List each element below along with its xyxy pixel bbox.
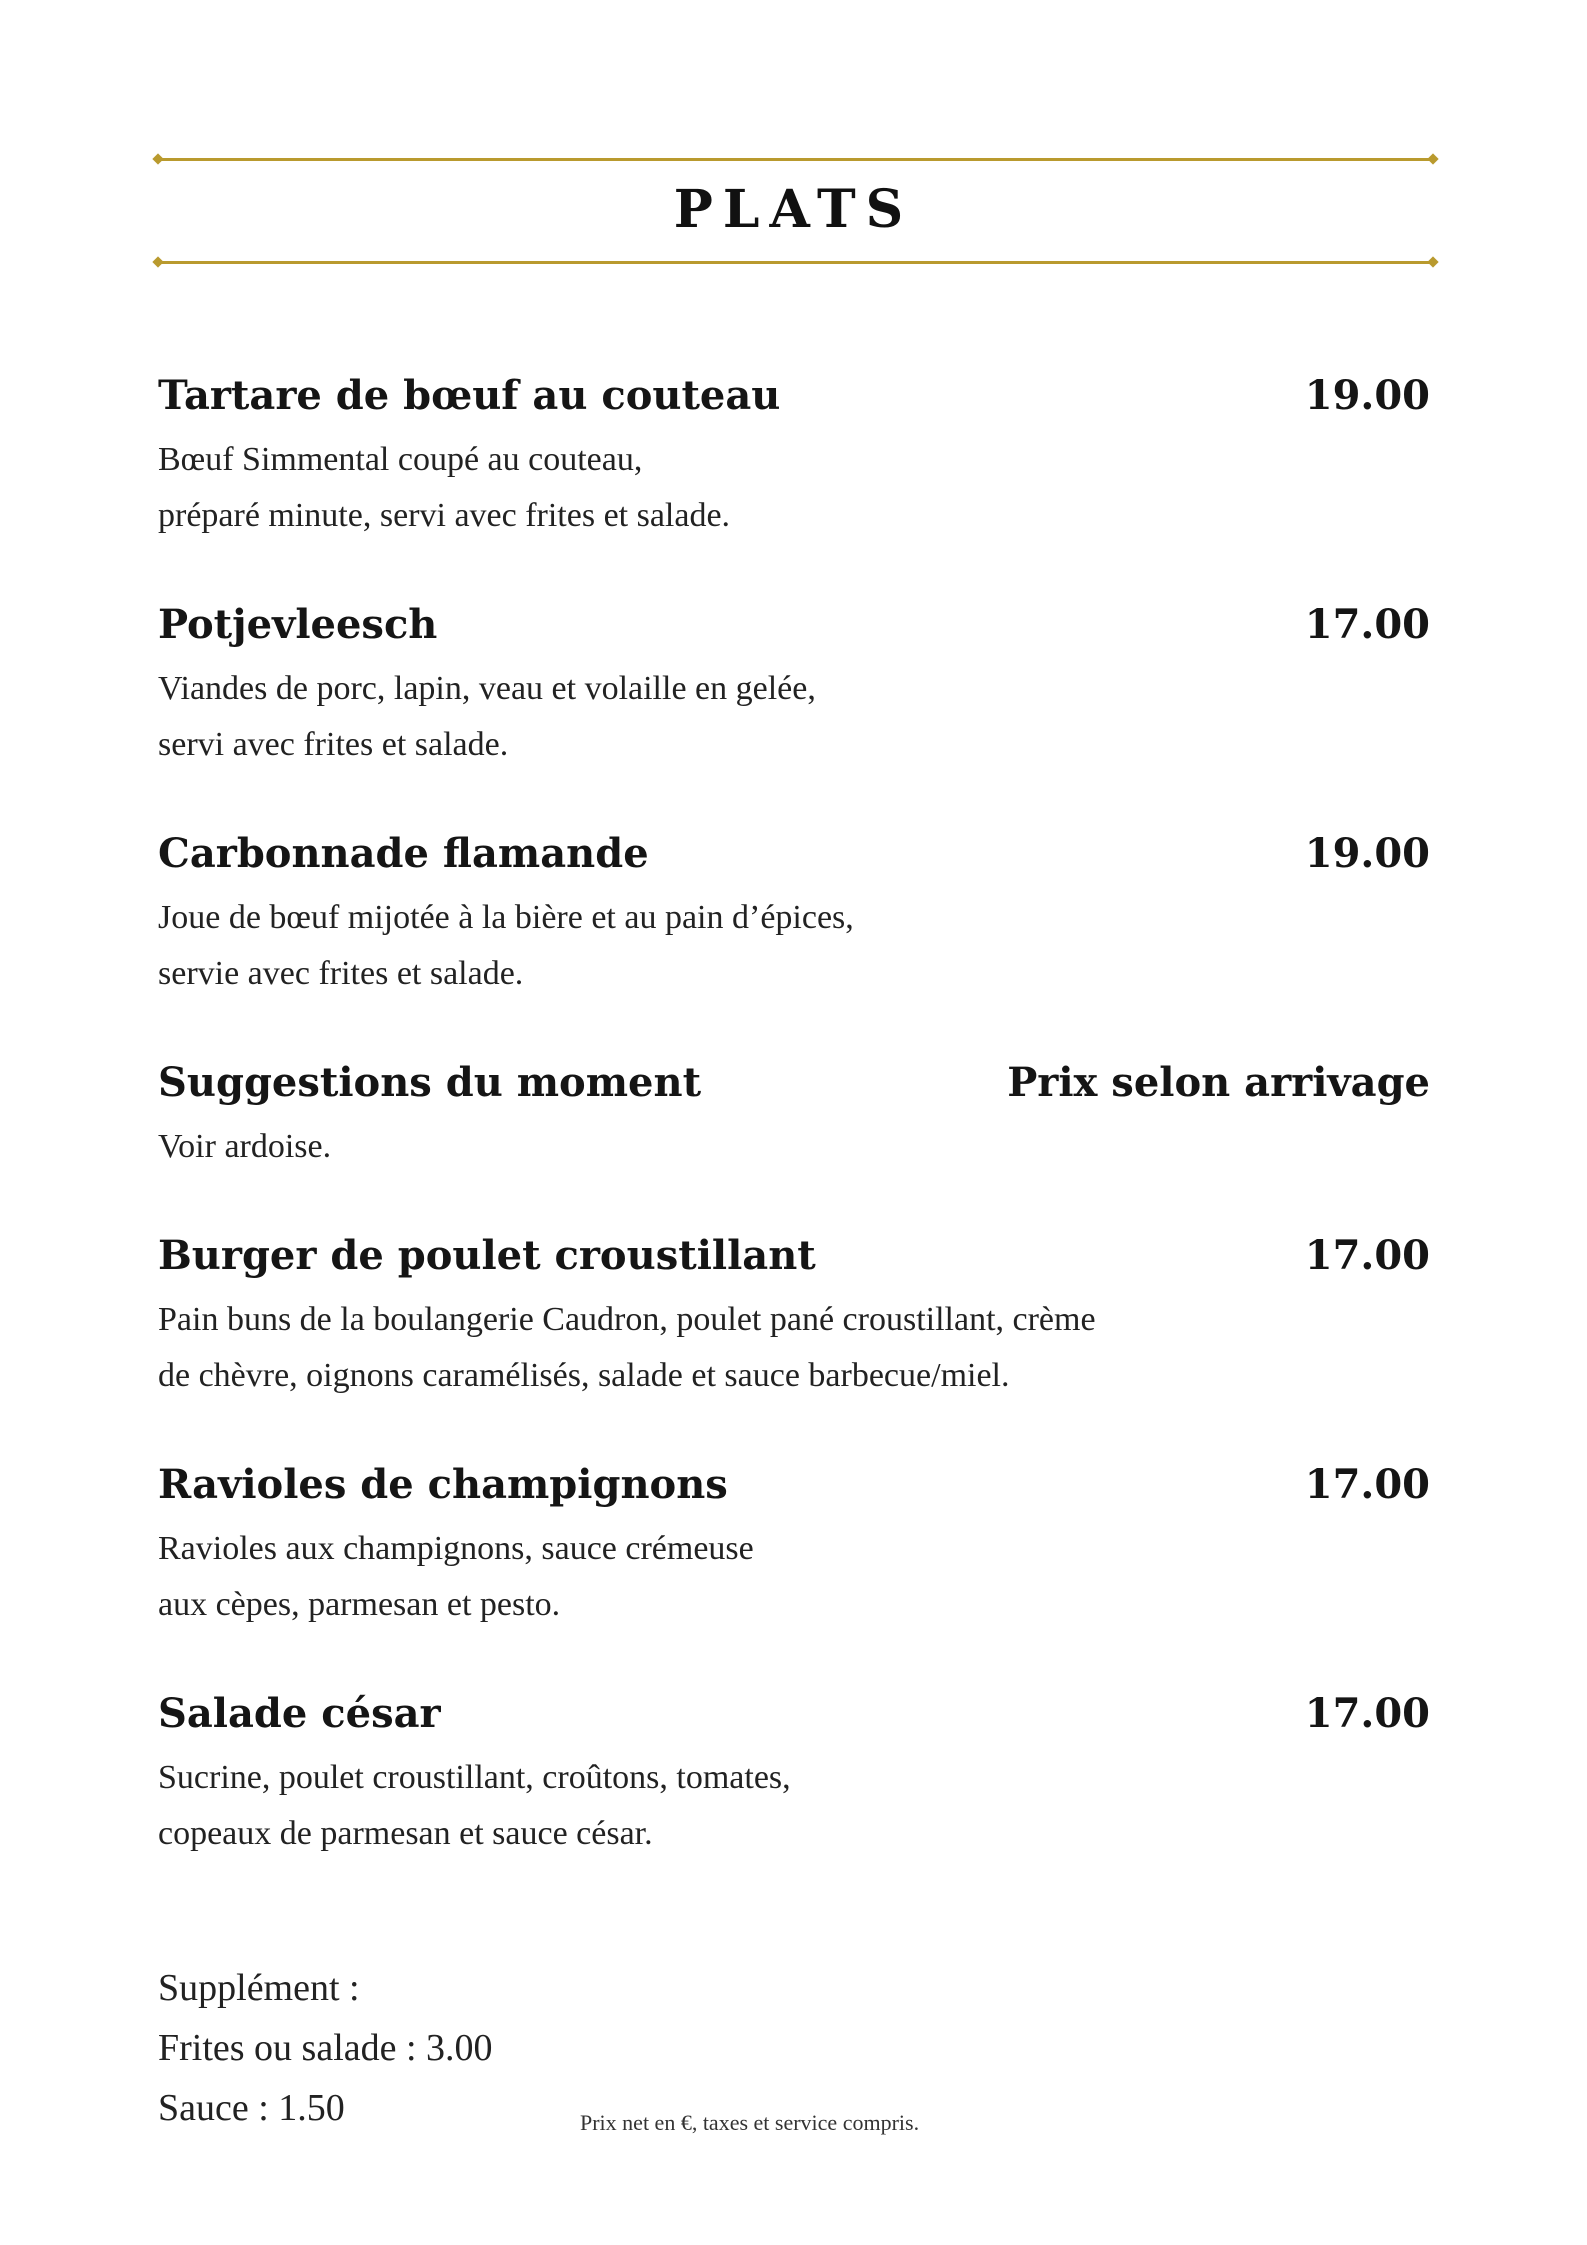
item-description-line: aux cèpes, parmesan et pesto.: [158, 1586, 561, 1623]
item-header: [158, 828, 1438, 880]
item-description-line: Viandes de porc, lapin, veau et volaille en gelée,: [158, 670, 816, 707]
item-description-line: copeaux de parmesan et sauce césar.: [158, 1815, 653, 1852]
item-description: [158, 432, 1438, 544]
item-header: [158, 1057, 1438, 1109]
item-header: [158, 370, 1438, 422]
item-name: Salade césar: [158, 1690, 441, 1737]
item-price: 17.00: [1304, 1461, 1430, 1508]
item-description-line: Ravioles aux champignons, sauce crémeuse: [158, 1530, 754, 1567]
item-description-line: Bœuf Simmental coupé au couteau,: [158, 441, 643, 478]
item-description-line: Sucrine, poulet croustillant, croûtons, tomates,: [158, 1759, 791, 1796]
item-description-line: servi avec frites et salade.: [158, 726, 509, 763]
bottom-ornament-rule: [158, 261, 1433, 264]
menu-item: [158, 1688, 1438, 1917]
item-description: [158, 1292, 1438, 1404]
page-title: PLATS: [673, 179, 914, 240]
item-price: Prix selon arrivage: [1007, 1059, 1430, 1106]
menu-item: [158, 1459, 1438, 1688]
item-header: [158, 1230, 1438, 1282]
item-name: Burger de poulet croustillant: [158, 1232, 816, 1279]
supplement-fries-salad: Frites ou salade : 3.00: [158, 2027, 493, 2069]
item-name: Ravioles de champignons: [158, 1461, 728, 1508]
item-header: [158, 1459, 1438, 1511]
item-price: 19.00: [1304, 372, 1430, 419]
supplement-label: Supplément :: [158, 1967, 360, 2009]
item-header: [158, 1688, 1438, 1740]
item-description: [158, 890, 1438, 1002]
item-description-line: de chèvre, oignons caramélisés, salade et sauce barbecue/miel.: [158, 1357, 1010, 1394]
item-name: Carbonnade flamande: [158, 830, 649, 877]
item-name: Suggestions du moment: [158, 1059, 702, 1106]
item-price: 17.00: [1304, 601, 1430, 648]
item-description-line: servie avec frites et salade.: [158, 955, 524, 992]
menu-item: [158, 1057, 1438, 1230]
item-description: [158, 1119, 1438, 1175]
item-price: 19.00: [1304, 830, 1430, 877]
supplement-block: [158, 1958, 493, 2138]
item-description-line: Pain buns de la boulangerie Caudron, poulet pané croustillant, crème: [158, 1301, 1096, 1338]
item-description-line: Joue de bœuf mijotée à la bière et au pain d’épices,: [158, 899, 854, 936]
menu-item: [158, 599, 1438, 828]
item-header: [158, 599, 1438, 651]
price-footnote: Prix net en €, taxes et service compris.: [580, 2110, 920, 2135]
item-description: [158, 1521, 1438, 1633]
item-description-line: préparé minute, servi avec frites et salade.: [158, 497, 731, 534]
top-ornament-rule: [158, 158, 1433, 161]
item-price: 17.00: [1304, 1232, 1430, 1279]
item-description: [158, 661, 1438, 773]
item-description-line: Voir ardoise.: [158, 1128, 332, 1165]
menu-item: [158, 1230, 1438, 1459]
menu-list: [158, 370, 1438, 1917]
item-description: [158, 1750, 1438, 1862]
item-price: 17.00: [1304, 1690, 1430, 1737]
menu-item: [158, 828, 1438, 1057]
item-name: Tartare de bœuf au couteau: [158, 372, 781, 419]
menu-item: [158, 370, 1438, 599]
item-name: Potjevleesch: [158, 601, 438, 648]
supplement-sauce: Sauce : 1.50: [158, 2087, 345, 2129]
